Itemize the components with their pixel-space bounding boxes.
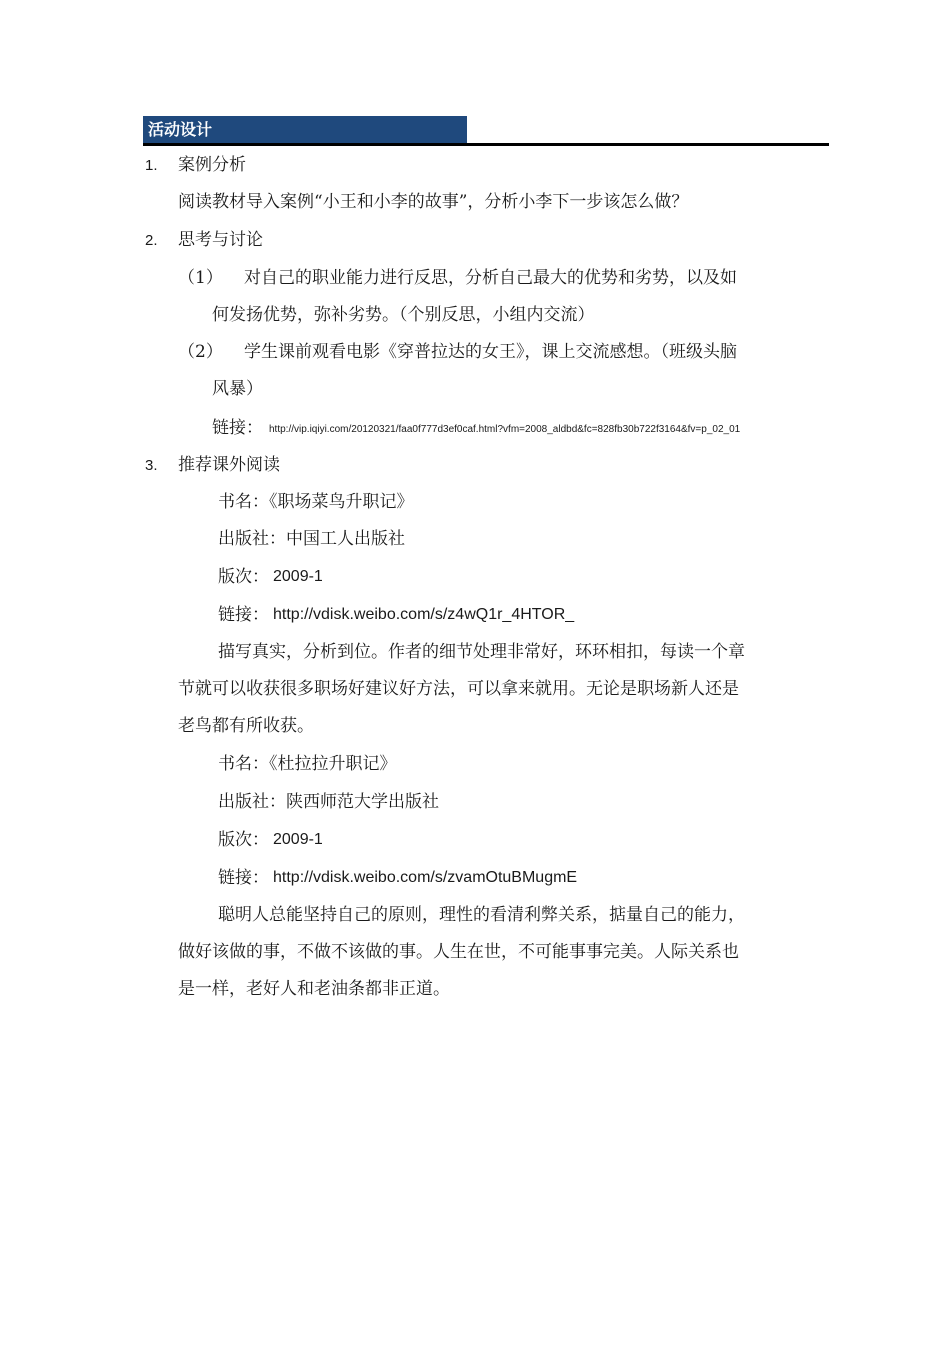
book-publisher: 出版社：陕西师范大学出版社 [218, 792, 439, 812]
book-link-label: 链接： [218, 868, 269, 888]
video-link[interactable]: http://vip.iqiyi.com/20120321/faa0f777d3ef0caf.html?vfm=2008_aldbd&fc=828fb30b722f3164&fv=p_02_01 [269, 424, 741, 435]
sub-item-label: （2） [178, 342, 223, 362]
book-edition: 2009-1 [273, 568, 323, 585]
book-description: 描写真实，分析到位。作者的细节处理非常好，环环相扣，每读一个章 [218, 642, 745, 662]
sub-item-text: 风暴） [212, 379, 263, 399]
item-body: 阅读教材导入案例“小王和小李的故事”，分析小李下一步该怎么做？ [178, 192, 689, 212]
item-title: 推荐课外阅读 [178, 455, 280, 475]
book-description: 老鸟都有所收获。 [178, 716, 314, 736]
book-name: 书名：《杜拉拉升职记》 [218, 754, 397, 774]
item-number: 2. [145, 232, 158, 249]
item-number: 1. [145, 157, 158, 174]
item-number: 3. [145, 457, 158, 474]
book-edition-label: 版次： [218, 567, 269, 587]
section-title: 活动设计 [148, 120, 213, 139]
sub-item-text: 学生课前观看电影《穿普拉达的女王》，课上交流感想。（班级头脑 [244, 342, 737, 362]
book-edition: 2009-1 [273, 831, 323, 848]
book-description: 是一样，老好人和老油条都非正道。 [178, 979, 450, 999]
book-publisher: 出版社：中国工人出版社 [218, 529, 405, 549]
book-link-label: 链接： [218, 605, 269, 625]
book-link[interactable]: http://vdisk.weibo.com/s/z4wQ1r_4HTOR_ [273, 606, 575, 623]
sub-item-text: 对自己的职业能力进行反思，分析自己最大的优势和劣势，以及如 [244, 268, 737, 288]
item-title: 案例分析 [178, 155, 246, 175]
link-label: 链接： [212, 418, 263, 438]
book-name: 书名：《职场菜鸟升职记》 [218, 492, 414, 512]
book-description: 节就可以收获很多职场好建议好方法，可以拿来就用。无论是职场新人还是 [178, 679, 739, 699]
sub-item-text: 何发扬优势，弥补劣势。（个别反思，小组内交流） [212, 305, 595, 325]
book-description: 聪明人总能坚持自己的原则，理性的看清利弊关系，掂量自己的能力， [218, 905, 745, 925]
book-link[interactable]: http://vdisk.weibo.com/s/zvamOtuBMugmE [273, 869, 578, 886]
book-edition-label: 版次： [218, 830, 269, 850]
sub-item-label: （1） [178, 268, 223, 288]
section-divider [143, 143, 829, 146]
book-description: 做好该做的事，不做不该做的事。人生在世，不可能事事完美。人际关系也 [178, 942, 739, 962]
item-title: 思考与讨论 [178, 230, 263, 250]
